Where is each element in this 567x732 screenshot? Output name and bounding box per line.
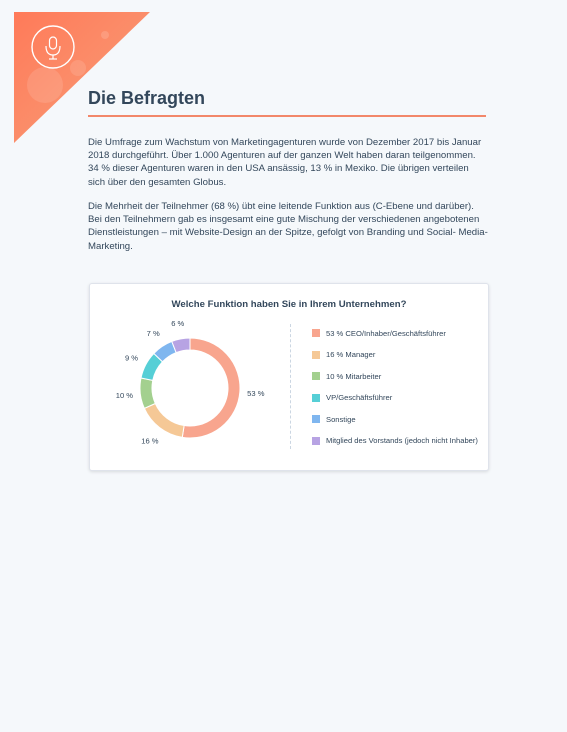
legend-label: VP/Geschäftsführer xyxy=(326,393,393,402)
participants-paragraph: Die Mehrheit der Teilnehmer (68 %) übt eine leitende Funktion aus (C-Ebene und darüber). Bei den Teilnehmern gab es insgesamt eine gute Mischung der verschiedenen angebotenen Dienstleistungen – mit Website-Design an der Spitze, gefolgt von Branding und Social- Media- Marketing. xyxy=(88,201,488,252)
legend-swatch xyxy=(312,394,320,402)
slice-data-label: 10 % xyxy=(115,391,134,401)
legend-divider xyxy=(290,324,291,449)
slice-data-label: 53 % xyxy=(247,389,265,399)
legend-swatch xyxy=(312,351,320,359)
legend-item xyxy=(312,371,478,381)
page-title: Die Befragten xyxy=(88,88,206,108)
slice-data-label: 9 % xyxy=(124,353,139,363)
legend-swatch xyxy=(312,329,320,337)
legend-item xyxy=(312,350,478,360)
legend-item xyxy=(312,414,478,424)
legend-label: Mitglied des Vorstands (jedoch nicht Inhaber) xyxy=(326,436,478,445)
intro-paragraph: Die Umfrage zum Wachstum von Marketingagenturen wurde von Dezember 2017 bis Januar 2018 durchgeführt. Über 1.000 Agenturen auf der ganzen Welt haben daran teilgenommen. 34 % dieser Agenturen waren in den USA ansässig, 13 % in Mexiko. Die übrigen verteilen sich über den gesamten Globus. xyxy=(88,137,482,188)
legend-label: 16 % Manager xyxy=(326,350,376,359)
legend-label: 10 % Mitarbeiter xyxy=(326,371,382,381)
legend-label: Sonstige xyxy=(326,414,356,424)
legend-item xyxy=(312,436,478,446)
corner-decoration xyxy=(0,0,160,150)
title-underline xyxy=(88,115,486,117)
donut-slice xyxy=(140,378,155,408)
chart-title: Welche Funktion haben Sie in Ihrem Unternehmen? xyxy=(171,299,407,310)
legend-label: 53 % CEO/Inhaber/Geschäftsführer xyxy=(326,328,446,338)
legend-item xyxy=(312,328,478,338)
chart-card xyxy=(89,283,489,471)
donut-chart xyxy=(90,284,290,470)
donut-slice xyxy=(182,338,240,438)
slice-data-label: 7 % xyxy=(146,329,160,339)
legend-swatch xyxy=(312,437,320,445)
slice-data-label: 6 % xyxy=(171,319,185,329)
chart-legend xyxy=(312,328,478,457)
legend-swatch xyxy=(312,372,320,380)
donut-slice xyxy=(144,403,184,437)
slice-data-label: 16 % xyxy=(141,436,159,446)
legend-swatch xyxy=(312,415,320,423)
legend-item xyxy=(312,393,478,403)
